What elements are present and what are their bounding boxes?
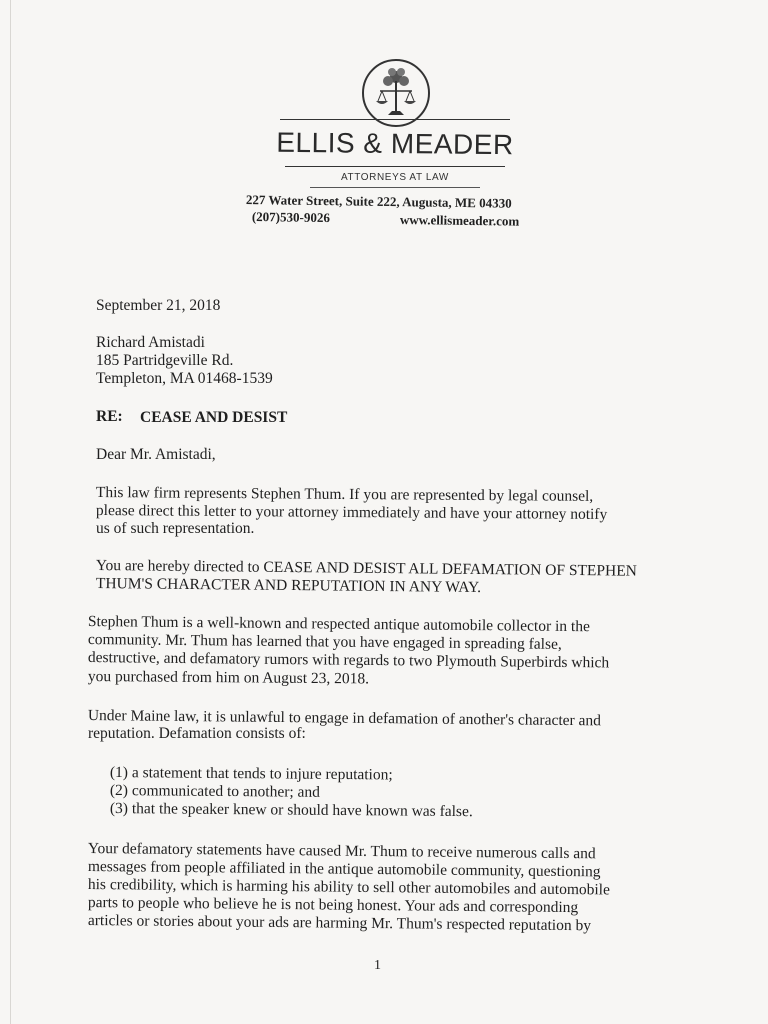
- paragraph-5-line-2: messages from people affiliated in the antique automobile community, questioning: [87, 858, 601, 881]
- re-label: RE:: [96, 408, 123, 425]
- firm-address: 227 Water Street, Suite 222, Augusta, ME 04330: [245, 192, 512, 211]
- recipient-street: 185 Partridgeville Rd.: [96, 352, 234, 369]
- paragraph-2-line-2: THUM'S CHARACTER AND REPUTATION IN ANY WAY.: [95, 575, 482, 597]
- list-item-3: (3) that the speaker knew or should have known was false.: [109, 800, 473, 821]
- recipient-city: Templeton, MA 01468-1539: [96, 370, 273, 387]
- firm-phone: (207)530-9026: [251, 209, 330, 226]
- paragraph-5-line-3: his credibility, which is harming his ability to sell other automobiles and automobile: [87, 876, 611, 899]
- recipient-name: Richard Amistadi: [96, 334, 205, 351]
- paragraph-5-line-5: articles or stories about your ads are harming Mr. Thum's respected reputation by: [87, 912, 592, 935]
- firm-website: www.ellismeader.com: [399, 212, 520, 229]
- paragraph-3-line-3: destructive, and defamatory rumors with regards to two Plymouth Superbirds which: [87, 649, 610, 672]
- paragraph-3-line-2: community. Mr. Thum has learned that you have engaged in spreading false,: [87, 631, 562, 653]
- paragraph-5-line-4: parts to people who believe he is not being honest. Your ads and corresponding: [87, 894, 579, 917]
- salutation: Dear Mr. Amistadi,: [96, 446, 216, 463]
- paragraph-2-line-1: You are hereby directed to CEASE AND DESIST ALL DEFAMATION OF STEPHEN: [95, 557, 638, 580]
- list-item-1: (1) a statement that tends to injure reputation;: [109, 764, 393, 784]
- paragraph-4-line-1: Under Maine law, it is unlawful to engage in defamation of another's character and: [87, 707, 602, 730]
- re-subject: CEASE AND DESIST: [140, 409, 288, 426]
- paragraph-1-line-2: please direct this letter to your attorney immediately and have your attorney notify: [95, 502, 608, 524]
- firm-subtitle: ATTORNEYS AT LAW: [341, 172, 449, 183]
- paragraph-5-line-1: Your defamatory statements have caused Mr. Thum to receive numerous calls and: [87, 840, 596, 863]
- firm-name: ELLIS & MEADER: [276, 126, 514, 161]
- page-number: 1: [374, 958, 381, 973]
- paragraph-3-line-1: Stephen Thum is a well-known and respected antique automobile collector in the: [87, 613, 591, 636]
- paragraph-3-line-4: you purchased from him on August 23, 2018.: [87, 668, 370, 688]
- paragraph-1-line-3: us of such representation.: [96, 520, 255, 537]
- list-item-2: (2) communicated to another; and: [109, 782, 321, 801]
- letter-date: September 21, 2018: [96, 297, 221, 314]
- paragraph-1-line-1: This law firm represents Stephen Thum. If you are represented by legal counsel,: [95, 484, 594, 505]
- paragraph-4-line-2: reputation. Defamation consists of:: [88, 725, 306, 742]
